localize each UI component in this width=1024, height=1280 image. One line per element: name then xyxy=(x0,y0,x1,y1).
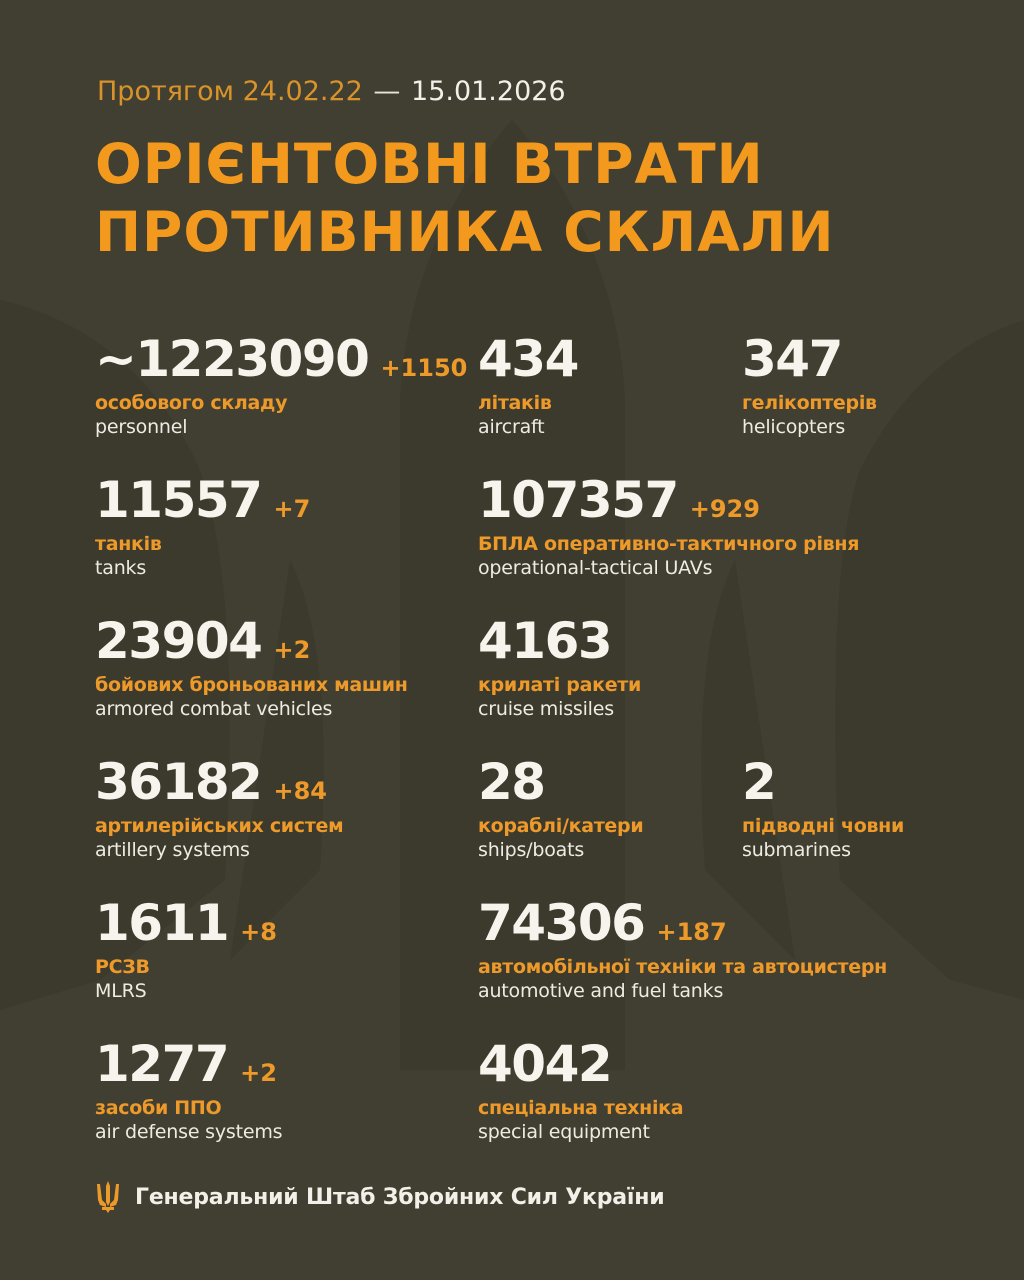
stat-label-en: helicopters xyxy=(742,416,846,438)
stat-value: 2 xyxy=(742,753,776,811)
stat-label-ua: РСЗВ xyxy=(95,956,150,978)
stat-label-en: operational-tactical UAVs xyxy=(478,557,713,579)
stat-label-ua: крилаті ракети xyxy=(478,674,642,696)
stat-uavs xyxy=(478,471,859,580)
stat-value: 4042 xyxy=(478,1035,612,1093)
footer xyxy=(95,1180,664,1214)
stat-label-en: aircraft xyxy=(478,416,545,438)
stat-armored-vehicles xyxy=(95,612,408,721)
stat-label-ua: засоби ППО xyxy=(95,1097,222,1119)
stat-value: 347 xyxy=(742,330,842,388)
stat-label-ua: спеціальна техніка xyxy=(478,1097,684,1119)
stat-label-en: submarines xyxy=(742,839,851,861)
stat-increase: +187 xyxy=(656,918,727,946)
stat-value: 23904 xyxy=(95,612,262,670)
stat-value: 4163 xyxy=(478,612,612,670)
stat-label-en: tanks xyxy=(95,557,147,579)
stat-value: 1277 xyxy=(95,1035,229,1093)
stat-label-en: ships/boats xyxy=(478,839,585,861)
page-title xyxy=(95,130,835,266)
stat-label-en: air defense systems xyxy=(95,1121,283,1143)
date-range xyxy=(97,76,566,107)
stat-value: 434 xyxy=(478,330,578,388)
stat-label-en: armored combat vehicles xyxy=(95,698,333,720)
stat-automotive xyxy=(478,894,887,1003)
stat-air-defense xyxy=(95,1035,282,1144)
stat-increase: +8 xyxy=(240,918,277,946)
stat-value: 1611 xyxy=(95,894,229,952)
stat-label-ua: автомобільної техніки та автоцистерн xyxy=(478,956,887,978)
stat-label-en: cruise missiles xyxy=(478,698,614,720)
stat-label-ua: танків xyxy=(95,533,162,555)
stat-cruise-missiles xyxy=(478,612,641,721)
stat-helicopters xyxy=(742,330,877,439)
date-dash: — xyxy=(373,76,401,107)
stat-label-en: artillery systems xyxy=(95,839,250,861)
stat-label-ua: гелікоптерів xyxy=(742,392,877,414)
stat-mlrs xyxy=(95,894,277,1003)
stat-artillery xyxy=(95,753,343,862)
stat-label-en: personnel xyxy=(95,416,188,438)
stat-submarines xyxy=(742,753,904,862)
stat-label-ua: бойових броньованих машин xyxy=(95,674,408,696)
stat-tanks xyxy=(95,471,310,580)
stat-label-ua: БПЛА оперативно-тактичного рівня xyxy=(478,533,860,555)
stat-value: 11557 xyxy=(95,471,262,529)
stat-increase: +2 xyxy=(240,1059,277,1087)
date-start: Протягом 24.02.22 xyxy=(97,76,363,107)
stat-value: 36182 xyxy=(95,753,262,811)
stat-increase: +1150 xyxy=(380,354,468,382)
stat-aircraft xyxy=(478,330,578,439)
stat-increase: +2 xyxy=(273,636,311,664)
stat-value: 74306 xyxy=(478,894,645,952)
stat-increase: +7 xyxy=(273,495,311,523)
stat-value: 28 xyxy=(478,753,545,811)
trident-icon xyxy=(95,1180,121,1214)
stat-label-en: special equipment xyxy=(478,1121,650,1143)
stat-value: ~1223090 xyxy=(95,330,369,388)
stat-label-ua: кораблі/катери xyxy=(478,815,644,837)
date-end: 15.01.2026 xyxy=(411,76,566,107)
stat-personnel xyxy=(95,330,467,439)
stat-label-ua: підводні човни xyxy=(742,815,905,837)
stat-special-equipment xyxy=(478,1035,683,1144)
title-line-1: ОРІЄНТОВНІ ВТРАТИ xyxy=(95,132,764,196)
stat-label-en: automotive and fuel tanks xyxy=(478,980,724,1002)
stat-label-ua: артилерійських систем xyxy=(95,815,344,837)
title-line-2: ПРОТИВНИКА СКЛАЛИ xyxy=(95,200,835,264)
organization-name: Генеральний Штаб Збройних Сил України xyxy=(135,1184,665,1210)
stat-increase: +84 xyxy=(273,777,327,805)
stat-label-ua: літаків xyxy=(478,392,552,414)
stat-increase: +929 xyxy=(689,495,760,523)
stat-value: 107357 xyxy=(478,471,678,529)
stat-label-en: MLRS xyxy=(95,980,147,1002)
stat-ships xyxy=(478,753,643,862)
stat-label-ua: особового складу xyxy=(95,392,288,414)
